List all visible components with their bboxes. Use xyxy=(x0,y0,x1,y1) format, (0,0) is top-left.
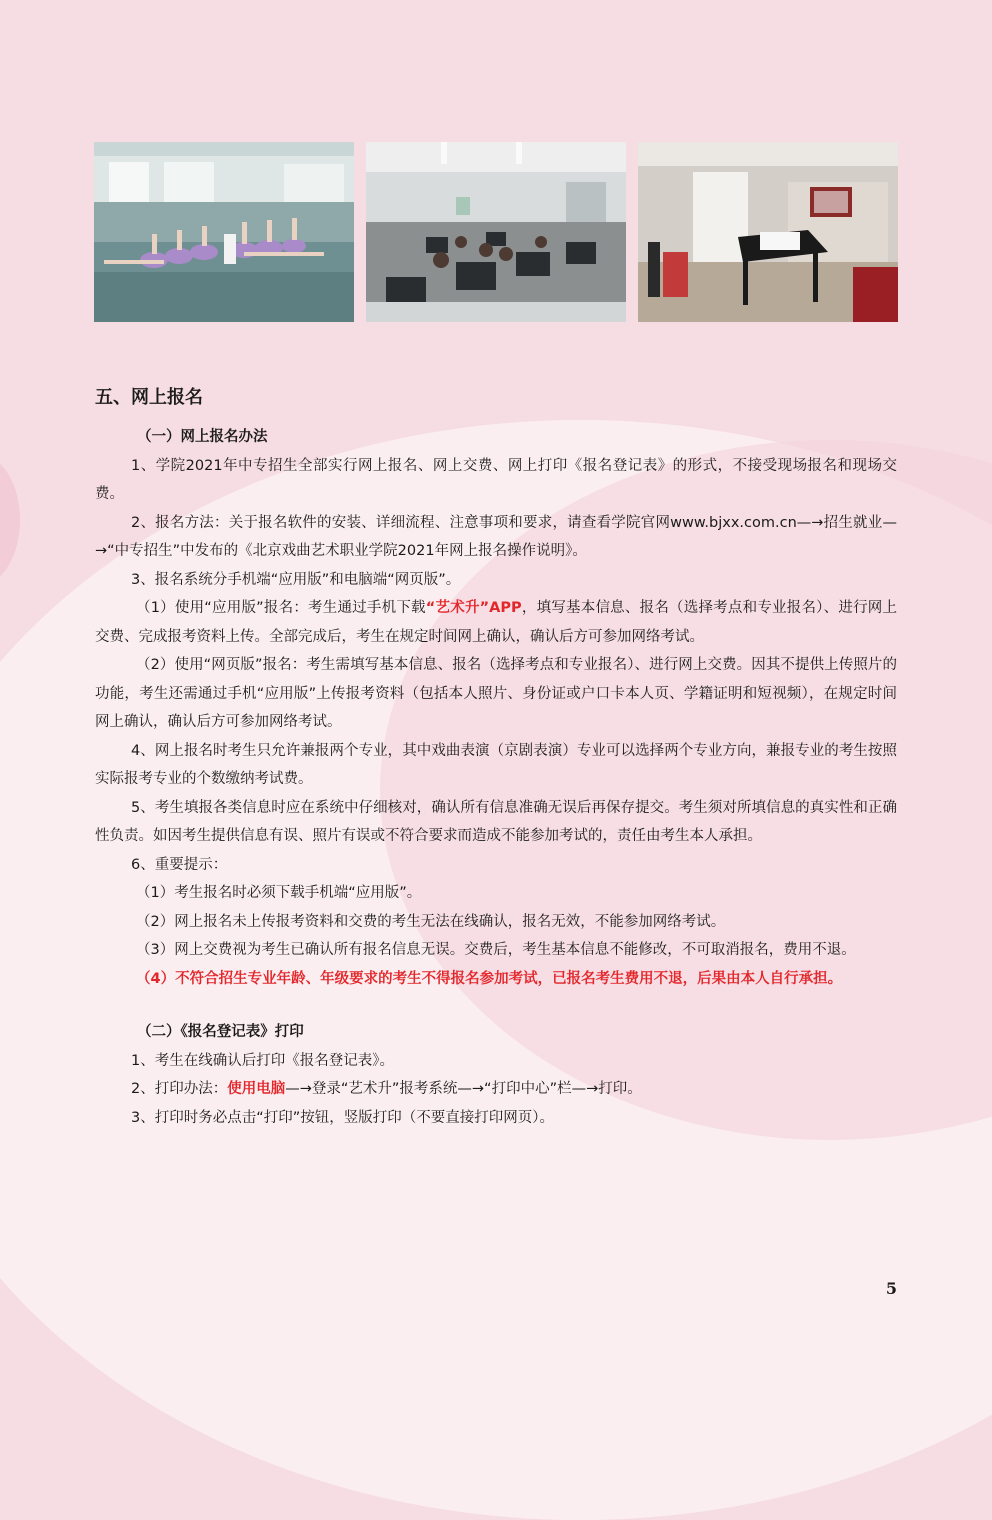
paragraph: （2）使用“网页版”报名：考生需填写基本信息、报名（选择考点和专业报名）、进行网上交费。因其不提供上传照片的功能，考生还需通过手机“应用版”上传报考资料（包括本人照片、身份证或户口卡本人页、学籍证明和短视频），在规定时间网上确认，确认后方可参加网络考试。 xyxy=(95,657,897,730)
subsection-title-print: （二）《报名登记表》打印 xyxy=(137,1024,304,1040)
text-segment: （1）使用“应用版”报名：考生通过手机下载 xyxy=(136,600,426,616)
section-title: 五、网上报名 xyxy=(95,387,203,408)
paragraph: 6、重要提示： xyxy=(131,856,228,873)
paragraph: 1、学院2021年中专招生全部实行网上报名、网上交费、网上打印《报名登记表》的形式，不接受现场报名和现场交费。 xyxy=(95,457,897,502)
text-segment: ，填写基本信息、报名（选择考点和专业报名）、进行网上交费、完成报考资料上传。全部完成后，考生在规定时间网上确认，确认后方可参加网络考试。 xyxy=(95,600,898,645)
piano-room-photo xyxy=(638,142,898,322)
text-segment: —→登录“艺术升”报考系统—→“打印中心”栏—→打印。 xyxy=(285,1081,642,1097)
use-computer-highlight: 使用电脑 xyxy=(227,1081,286,1097)
photo-strip xyxy=(94,142,898,322)
dance-studio-photo xyxy=(94,142,354,322)
paragraph: （1）考生报名时必须下载手机端“应用版”。 xyxy=(136,885,422,901)
app-name-highlight: “艺术升”APP xyxy=(425,600,522,616)
paragraph: （2）网上报名未上传报考资料和交费的考生无法在线确认，报名无效，不能参加网络考试。 xyxy=(136,913,726,930)
paragraph: 2、报名方法：关于报名软件的安装、详细流程、注意事项和要求，请查看学院官网www.bjxx.com.cn—→招生就业—→“中专招生”中发布的《北京戏曲艺术职业学院2021年网上报名操作说明》。 xyxy=(95,514,897,559)
main-content xyxy=(95,385,897,1132)
page-number: 5 xyxy=(885,1279,897,1298)
paragraph: 4、网上报名时考生只允许兼报两个专业，其中戏曲表演（京剧表演）专业可以选择两个专业方向，兼报专业的考生按照实际报考专业的个数缴纳考试费。 xyxy=(95,742,897,787)
subsection-title-online-registration: （一）网上报名办法 xyxy=(137,429,268,445)
background-curve xyxy=(0,455,20,585)
paragraph xyxy=(95,1075,897,1104)
paragraph: 1、考生在线确认后打印《报名登记表》。 xyxy=(131,1052,394,1069)
important-warning: （4）不符合招生专业年龄、年级要求的考生不得报名参加考试，已报名考生费用不退，后果由本人自行承担。 xyxy=(136,970,843,987)
paragraph: 3、报名系统分手机端“应用版”和电脑端“网页版”。 xyxy=(131,571,461,588)
text-segment: 2、打印办法： xyxy=(131,1081,228,1097)
paragraph xyxy=(95,594,897,651)
computer-lab-photo xyxy=(366,142,626,322)
paragraph: 3、打印时务必点击“打印”按钮，竖版打印（不要直接打印网页）。 xyxy=(131,1109,554,1126)
paragraph: （3）网上交费视为考生已确认所有报名信息无误。交费后，考生基本信息不能修改，不可取消报名，费用不退。 xyxy=(136,942,856,958)
paragraph: 5、考生填报各类信息时应在系统中仔细核对，确认所有信息准确无误后再保存提交。考生须对所填信息的真实性和正确性负责。如因考生提供信息有误、照片有误或不符合要求而造成不能参加考试的，责任由考生本人承担。 xyxy=(95,799,897,844)
